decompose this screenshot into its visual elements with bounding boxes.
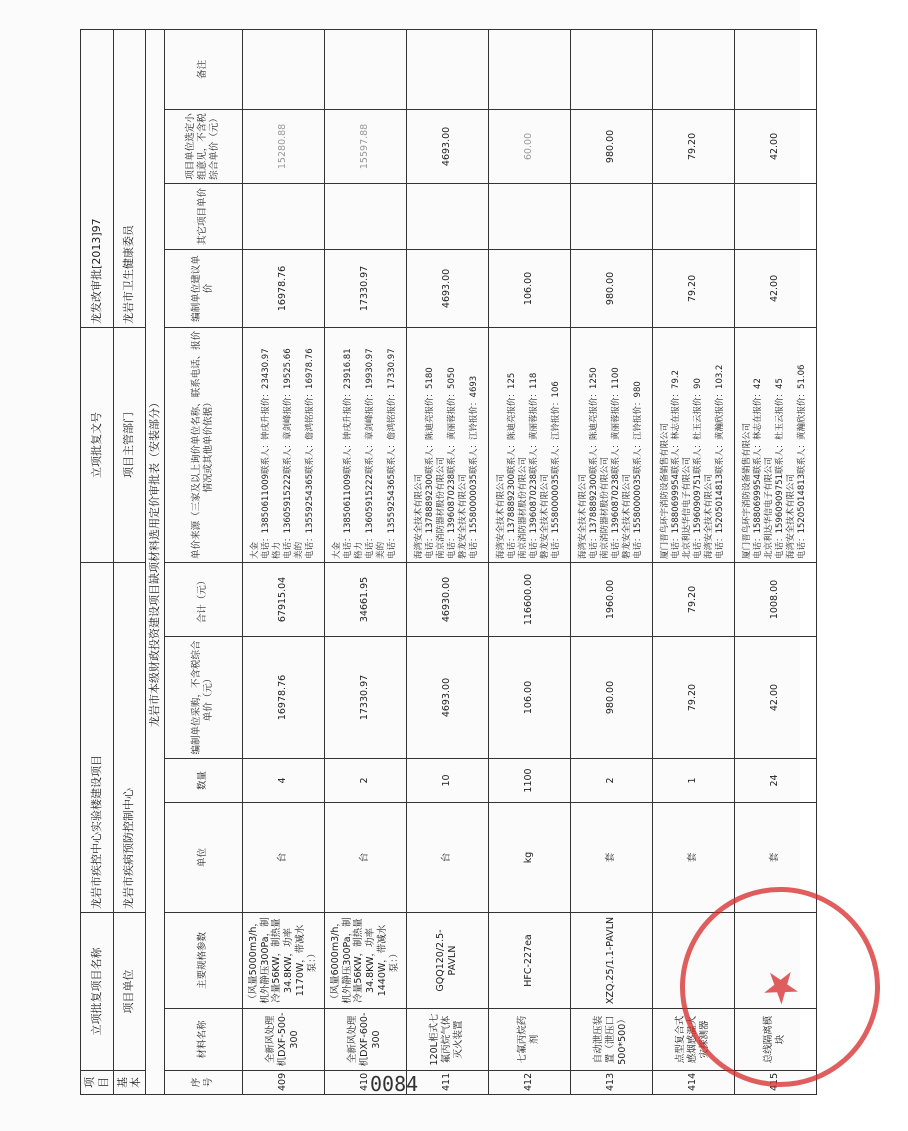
row-source (406, 327, 488, 562)
source-line: 电话：13850611009联系人：钟戌升报价：23430.97 (261, 348, 272, 559)
col-note: 备注 (164, 29, 242, 109)
source-line: 电话：13559254365联系人：詹鸿铭报价：16978.76 (305, 348, 316, 559)
source-line: 电话：15580000035联系人：江铃报价：980 (633, 381, 644, 559)
source-line: 海湾安全技术有限公司 (496, 473, 507, 559)
source-line: 大金 (250, 541, 261, 559)
row-other-price (406, 183, 488, 249)
row-unit-price: 106.00 (488, 637, 570, 759)
approval-name-label: 立项批复项目名称 (81, 913, 114, 1071)
row-note (570, 29, 652, 109)
approval-doc-label: 立项批复文号 (81, 327, 114, 562)
row-selected-price: 79.20 (652, 109, 734, 183)
col-spec: 主要规格参数 (164, 913, 242, 1009)
row-qty: 1100 (488, 759, 570, 803)
row-other-price (652, 183, 734, 249)
row-suggest-price: 17330.97 (324, 249, 406, 327)
source-line: 电话：15580000035联系人：江铃报价：106 (551, 381, 562, 559)
dept-label: 项目主管部门 (113, 327, 146, 562)
source-line: 厦门晋鸟环宇消防设备销售有限公司 (660, 422, 671, 559)
row-unit: kg (488, 803, 570, 913)
row-note (734, 29, 816, 109)
row-unit-price: 16978.76 (242, 637, 324, 759)
project-label-cell: 项目 (81, 1071, 114, 1095)
col-source: 单价来源（三家及以上询价单位名称、联系电话、报价情况或其他单价依据） (164, 327, 242, 562)
source-line: 海湾安全技术有限公司 (704, 473, 715, 559)
approval-doc-value: 龙发改审批[2013]97 (81, 29, 114, 327)
row-qty: 1 (652, 759, 734, 803)
row-seq: 413 (570, 1071, 652, 1095)
row-name: 七氟丙烷药剂 (488, 1009, 570, 1071)
row-seq: 415 (734, 1071, 816, 1095)
source-line: 格力 (354, 541, 365, 559)
row-seq: 411 (406, 1071, 488, 1095)
source-line: 电话：13850611009联系人：钟戌升报价：23916.81 (343, 348, 354, 559)
row-name: 全新风处理机DXF-600-300 (324, 1009, 406, 1071)
row-total: 46930.00 (406, 562, 488, 636)
row-selected-price: 4693.00 (406, 109, 488, 183)
col-other-price: 其它项目单价 (164, 183, 242, 249)
row-selected-price: 15280.88 (242, 109, 324, 183)
row-seq: 409 (242, 1071, 324, 1095)
row-unit-price: 17330.97 (324, 637, 406, 759)
source-line: 电话：15580000035联系人：江铃报价：4693 (469, 375, 480, 559)
row-qty: 2 (570, 759, 652, 803)
row-source (734, 327, 816, 562)
source-line: 电话：15880699954联系人：林志在报价：79.2 (671, 370, 682, 559)
row-unit-price: 79.20 (652, 637, 734, 759)
row-qty: 2 (324, 759, 406, 803)
row-unit: 台 (324, 803, 406, 913)
row-spec: XZQ.25/1.1-PAVLN (570, 913, 652, 1009)
source-line: 海湾安全技术有限公司 (414, 473, 425, 559)
row-other-price (488, 183, 570, 249)
source-line: 美的 (376, 541, 387, 559)
row-other-price (734, 183, 816, 249)
row-unit-price: 980.00 (570, 637, 652, 759)
row-other-price (324, 183, 406, 249)
source-line: 海湾安全技术有限公司 (578, 473, 589, 559)
row-selected-price: 980.00 (570, 109, 652, 183)
row-name: 全新风处理机DXF-500-300 (242, 1009, 324, 1071)
source-line: 美的 (294, 541, 305, 559)
source-line: 磐龙安全技术有限公司 (540, 473, 551, 559)
row-suggest-price: 4693.00 (406, 249, 488, 327)
source-line: 电话：15205014813联系人：黄瀚欣报价：103.2 (715, 364, 726, 559)
source-line: 大金 (332, 541, 343, 559)
source-line: 格力 (272, 541, 283, 559)
basic-label-cell: 基本 (113, 1071, 146, 1095)
dept-value: 龙岩市卫生健康委员 (113, 29, 146, 327)
source-line: 电话：15205014813联系人：黄瀚欣报价：51.06 (797, 364, 808, 559)
row-note (652, 29, 734, 109)
row-total: 79.20 (652, 562, 734, 636)
col-selected-price: 项目单位选定小组意见，不含税综合单价（元） (164, 109, 242, 183)
row-qty: 24 (734, 759, 816, 803)
source-line: 电话：13788892300联系人：陈迪亮报价：5180 (425, 367, 436, 559)
row-seq: 410 (324, 1071, 406, 1095)
source-line: 电话：13960870238联系人：黄丽蓉报价：1100 (611, 367, 622, 559)
row-seq: 414 (652, 1071, 734, 1095)
source-line: 南京消防器材股份有限公司 (436, 456, 447, 559)
col-name: 材料名称 (164, 1009, 242, 1071)
source-line: 电话：13788892300联系人：陈迪亮报价：1250 (589, 367, 600, 559)
col-unit-price: 编制单位采购，不含税综合单价（元） (164, 637, 242, 759)
source-line: 电话：13788892300联系人：陈迪亮报价：125 (507, 372, 518, 559)
table-row (570, 29, 652, 1094)
row-name: 总线隔离模块 (734, 1009, 816, 1071)
col-suggest-price: 编制单位建议单价 (164, 249, 242, 327)
source-line: 北京利达华信电子有限公司 (764, 456, 775, 559)
row-total: 1960.00 (570, 562, 652, 636)
seal-star-icon: ★ (749, 959, 811, 1015)
row-total: 34661.95 (324, 562, 406, 636)
source-line: 南京消防器材股份有限公司 (518, 456, 529, 559)
row-source (652, 327, 734, 562)
row-suggest-price: 79.20 (652, 249, 734, 327)
approval-name-value: 龙岩市疾控中心实验楼建设项目 (81, 562, 114, 912)
table-row (324, 29, 406, 1094)
row-total: 1008.00 (734, 562, 816, 636)
row-spec: GQQ120/2.5-PAVLN (406, 913, 488, 1009)
row-unit: 台 (406, 803, 488, 913)
table-row (406, 29, 488, 1094)
row-selected-price: 60.00 (488, 109, 570, 183)
row-note (242, 29, 324, 109)
source-line: 磐龙安全技术有限公司 (458, 473, 469, 559)
row-total: 116600.00 (488, 562, 570, 636)
row-name: 自动泄压装置（泄压口500*500） (570, 1009, 652, 1071)
col-unit: 单位 (164, 803, 242, 913)
page-number: 0084 (370, 1072, 419, 1096)
row-qty: 4 (242, 759, 324, 803)
row-unit-price: 4693.00 (406, 637, 488, 759)
row-total: 67915.04 (242, 562, 324, 636)
row-unit: 套 (652, 803, 734, 913)
source-line: 电话：13960870238联系人：黄丽蓉报价：118 (529, 372, 540, 559)
project-unit-label: 项目单位 (113, 913, 146, 1071)
source-line: 磐龙安全技术有限公司 (622, 473, 633, 559)
source-line: 电话：13960870238联系人：黄丽蓉报价：5050 (447, 367, 458, 559)
row-note (406, 29, 488, 109)
row-source (242, 327, 324, 562)
row-other-price (242, 183, 324, 249)
col-seq: 序号 (164, 1071, 242, 1095)
row-spec: （风量6000m3/h，机外静压300Pa，制冷量56KW，制热量34.8KW，功率1440W，带减水泵：） (324, 913, 406, 1009)
row-note (488, 29, 570, 109)
rotated-page (80, 30, 820, 1095)
row-name: 点型复合式感烟感温火灾探测器 (652, 1009, 734, 1071)
source-line: 电话：13605915222联系人：章剑峰报价：19930.97 (365, 348, 376, 559)
source-line: 电话：13559254365联系人：詹鸿铭报价：17330.97 (387, 348, 398, 559)
document-title: 龙岩市本级财政投资建设项目缺项材料选用定价审批表（安装部分） (146, 29, 165, 1094)
col-qty: 数量 (164, 759, 242, 803)
row-source (324, 327, 406, 562)
col-total: 合计（元） (164, 562, 242, 636)
row-note (324, 29, 406, 109)
row-selected-price: 15597.88 (324, 109, 406, 183)
row-suggest-price: 42.00 (734, 249, 816, 327)
row-spec: HFC-227ea (488, 913, 570, 1009)
row-unit-price: 42.00 (734, 637, 816, 759)
source-line: 北京利达华信电子有限公司 (682, 456, 693, 559)
row-name: 120L柜式七氟丙烷气体灭火装置 (406, 1009, 488, 1071)
row-seq: 412 (488, 1071, 570, 1095)
source-line: 电话：13605915222联系人：章剑峰报价：19525.66 (283, 348, 294, 559)
source-line: 海湾安全技术有限公司 (786, 473, 797, 559)
row-suggest-price: 106.00 (488, 249, 570, 327)
row-qty: 10 (406, 759, 488, 803)
row-suggest-price: 16978.76 (242, 249, 324, 327)
row-other-price (570, 183, 652, 249)
project-unit-value: 龙岩市疾病预防控制中心 (113, 562, 146, 912)
source-line: 电话：15880699954联系人：林志在报价：42 (753, 378, 764, 559)
source-line: 电话：15960909751联系人：杜玉云报价：45 (775, 378, 786, 559)
row-source (488, 327, 570, 562)
row-unit: 套 (570, 803, 652, 913)
table-row (242, 29, 324, 1094)
source-line: 厦门晋鸟环宇消防设备销售有限公司 (742, 422, 753, 559)
row-unit: 台 (242, 803, 324, 913)
row-spec: （风量5000m3/h，机外静压300Pa，制冷量56KW，制热量34.8KW，功率1170W，带减水泵：） (242, 913, 324, 1009)
table-row (488, 29, 570, 1094)
row-suggest-price: 980.00 (570, 249, 652, 327)
row-source (570, 327, 652, 562)
source-line: 电话：15960909751联系人：杜玉云报价：90 (693, 378, 704, 559)
row-selected-price: 42.00 (734, 109, 816, 183)
source-line: 南京消防器材股份有限公司 (600, 456, 611, 559)
row-unit: 套 (734, 803, 816, 913)
